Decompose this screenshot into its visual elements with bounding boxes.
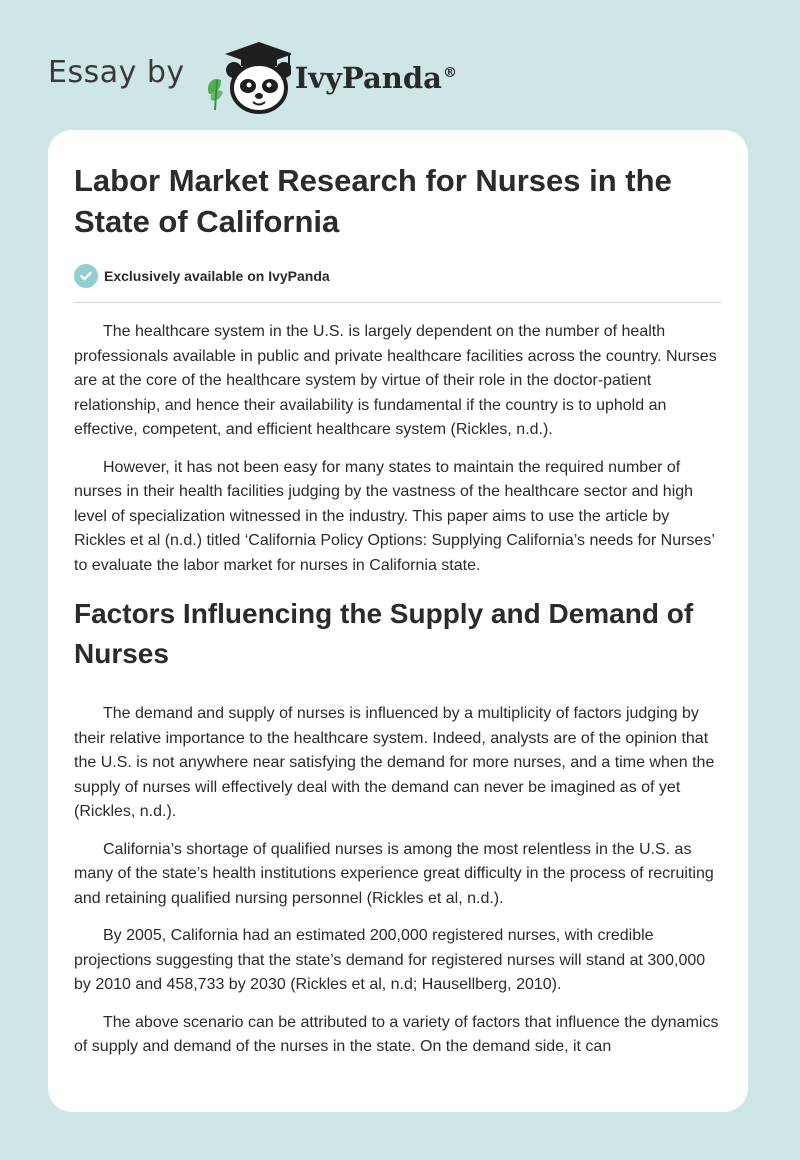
essay-content [74, 160, 722, 1060]
section-heading: Factors Influencing the Supply and Demand of Nurses [74, 598, 694, 669]
paragraph-intro-2: However, it has not been easy for many states to maintain the required number of nurses in their health facilities judging by the vastness of the healthcare sector and high level of specialization witnessed in the industry. This paper aims to use the article by Rickles et al (n.d.) titled ‘California Policy Options: Supplying California’s needs for Nurses’ to evaluate the labor market for nurses in California state. [74, 458, 715, 574]
paragraph-section-3: By 2005, California had an estimated 200,000 registered nurses, with credible projections suggesting that the state’s demand for registered nurses will stand at 300,000 by 2010 and 458,733 by 2030 (Rickles et al, n.d; Hausellberg, 2010). [74, 927, 706, 993]
essay-by-label: Essay by [48, 54, 185, 90]
paragraph-section-2: California’s shortage of qualified nurses is among the most relentless in the U.S. as many of the state’s health institutions experience great difficulty in the process of recruiting and retaining qualified nursing personnel (Rickles et al, n.d.). [74, 840, 714, 907]
paragraph-section-4: The above scenario can be attributed to a variety of factors that influence the dynamics of supply and demand of the nurses in the state. On the demand side, it can [74, 1013, 719, 1055]
registered-mark: ® [442, 65, 457, 82]
exclusive-badge [74, 262, 722, 290]
badge-label: Exclusively available on IvyPanda [104, 268, 330, 284]
title-divider [74, 302, 722, 303]
site-header [48, 36, 457, 116]
paragraph-intro-1: The healthcare system in the U.S. is largely dependent on the number of health professionals available in public and private healthcare facilities across the country. Nurses are at the core of the healthcare system by virtue of their role in the doctor-patient relationship, and hence their availability is fundamental if the country is to uphold an effective, competent, and efficient healthcare system (Rickles, n.d.). [74, 323, 717, 438]
panda-logo-icon[interactable] [201, 36, 291, 116]
brand-name[interactable] [295, 61, 457, 95]
paragraph-section-1: The demand and supply of nurses is influenced by a multiplicity of factors judging by their relative importance to the healthcare system. Indeed, analysts are of the opinion that the U.S. is not anywhere near satisfying the demand for more nurses, and a time when the supply of nurses will effectively deal with the demand can never be imagined as of yet (Rickles, n.d.). [74, 705, 715, 820]
check-circle-icon [74, 264, 98, 288]
essay-card [48, 130, 748, 1112]
page-title: Labor Market Research for Nurses in the State of California [74, 163, 672, 239]
brand-text: IvyPanda [294, 61, 442, 95]
